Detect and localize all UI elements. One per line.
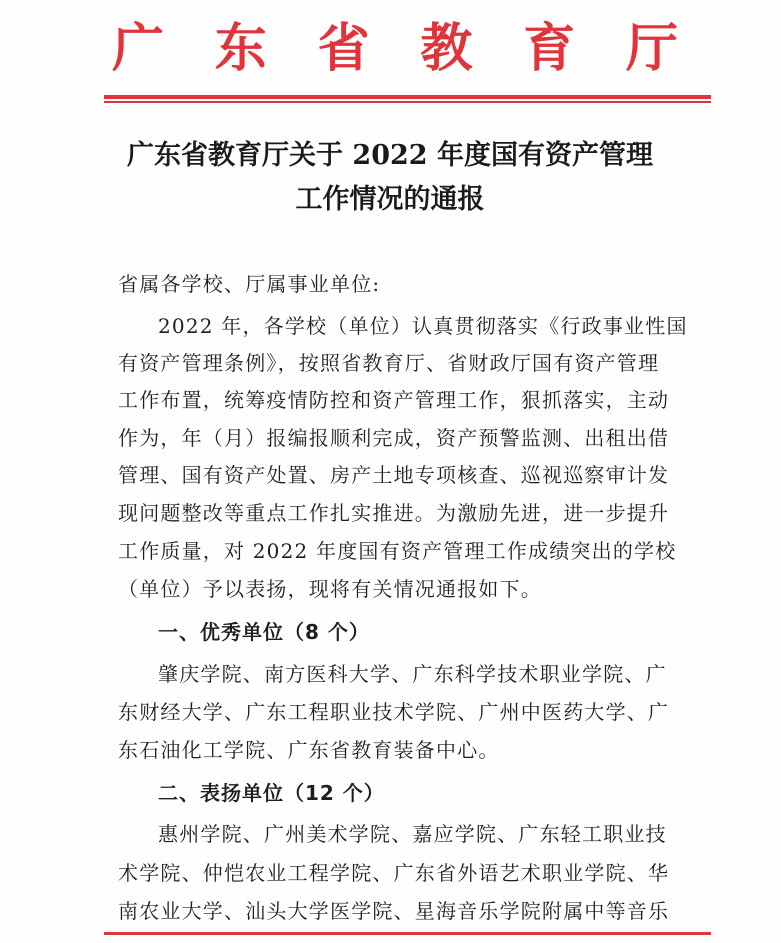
letterhead-char: 省 xyxy=(317,18,370,79)
section-list-line: 南农业大学、汕头大学医学院、星海音乐学院附属中等音乐 xyxy=(118,899,670,923)
letterhead-char: 育 xyxy=(523,18,576,79)
document-title-line-1: 广东省教育厅关于 2022 年度国有资产管理 xyxy=(127,140,653,171)
letterhead-char: 教 xyxy=(420,18,473,79)
section-list-line: 肇庆学院、南方医科大学、广东科学技术职业学院、广 xyxy=(158,662,667,686)
letterhead-char: 东 xyxy=(214,18,267,79)
section-heading-commended: 二、表扬单位（12 个） xyxy=(158,781,385,805)
letterhead-char: 厅 xyxy=(625,18,678,79)
document-title-line-2: 工作情况的通报 xyxy=(295,184,485,215)
section-list-line: 东石油化工学院、广东省教育装备中心。 xyxy=(118,738,500,762)
bottom-rule xyxy=(104,932,711,935)
paragraph-line: 作为，年（月）报编报顺利完成，资产预警监测、出租出借 xyxy=(118,426,670,450)
section-heading-excellent: 一、优秀单位（8 个） xyxy=(158,620,370,644)
paragraph-line: 工作质量，对 2022 年度国有资产管理工作成绩突出的学校 xyxy=(118,539,677,563)
paragraph-line: 工作布置，统筹疫情防控和资产管理工作，狠抓落实，主动 xyxy=(118,388,670,412)
section-list-line: 东财经大学、广东工程职业技术学院、广州中医药大学、广 xyxy=(118,700,670,724)
paragraph-line: 管理、国有资产处置、房产土地专项核查、巡视巡察审计发 xyxy=(118,463,670,487)
section-list-line: 惠州学院、广州美术学院、嘉应学院、广东轻工职业技 xyxy=(158,822,667,846)
paragraph-line: 有资产管理条例》，按照省教育厅、省财政厅国有资产管理 xyxy=(118,351,660,375)
paragraph-line: （单位）予以表扬，现将有关情况通报如下。 xyxy=(118,577,542,601)
letterhead-title xyxy=(112,14,678,84)
section-list-line: 术学院、仲恺农业工程学院、广东省外语艺术职业学院、华 xyxy=(118,861,670,885)
salutation: 省属各学校、厅属事业单位: xyxy=(118,272,381,296)
letterhead-rule-thick xyxy=(104,95,711,99)
paragraph-line: 2022 年，各学校（单位）认真贯彻落实《行政事业性国 xyxy=(158,314,688,338)
paragraph-line: 现问题整改等重点工作扎实推进。为激励先进，进一步提升 xyxy=(118,501,670,525)
letterhead-rule-thin xyxy=(104,101,711,103)
letterhead-char: 广 xyxy=(112,18,165,79)
